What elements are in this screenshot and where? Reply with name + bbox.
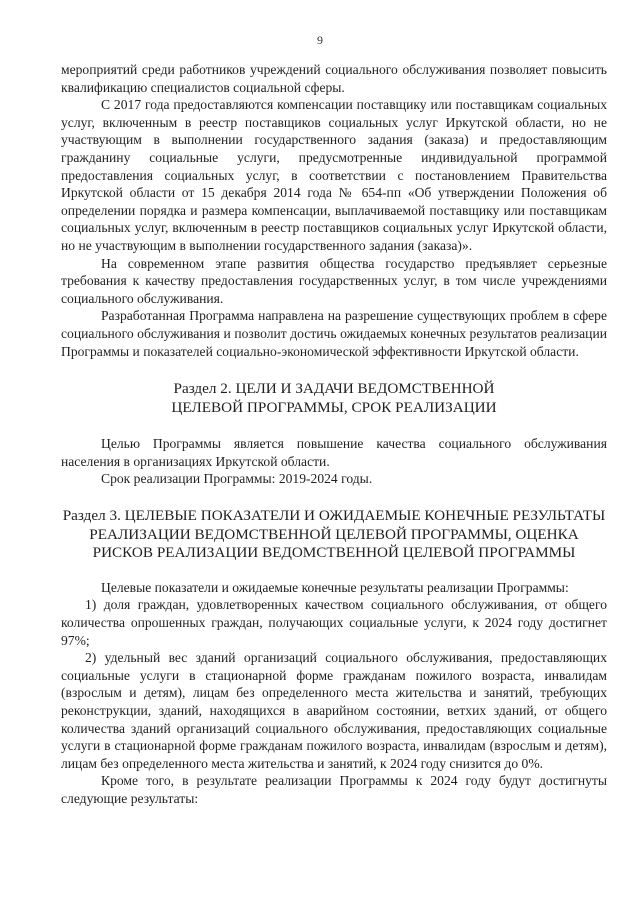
section-2-heading (61, 380, 607, 417)
paragraph-indicators-intro: Целевые показатели и ожидаемые конечные результаты реализации Программы: (101, 579, 569, 595)
paragraph-program-purpose: Разработанная Программа направлена на разрешение существующих проблем в сфере социального обслуживания и позволит достичь ожидаемых конечных результатов реализации Программы и показателей социально-экономической эффективности Иркутской области. (61, 308, 607, 359)
section-3-title-line-2: РЕАЛИЗАЦИИ ВЕДОМСТВЕННОЙ ЦЕЛЕВОЙ ПРОГРАММЫ, ОЦЕНКА (89, 525, 579, 543)
section-3-heading (61, 507, 607, 563)
paragraph-compensation: С 2017 года предоставляются компенсации поставщику или поставщикам социальных услуг, включенным в реестр поставщиков социальных услуг Иркутской области, но не участвующим в выполнении государственного задания (заказа) и предоставляющим гражданину социальные услуги, предусмотренные индивидуальной программой предоставления социальных услуг, в соответствии с постановлением Правительства Иркутской области от 15 декабря 2014 года № 654-пп «Об утверждении Положения об определении порядка и размера компенсации, выплачиваемой поставщику или поставщикам социальных услуг, включенным в реестр поставщиков социальных услуг Иркутской области, но не участвующим в выполнении государственного задания (заказа)». (61, 97, 607, 253)
paragraph-continuation: мероприятий среди работников учреждений социального обслуживания позволяет повысить квалификацию специалистов социальной сферы. (61, 62, 607, 95)
paragraph-additional-results: Кроме того, в результате реализации Программы к 2024 году будут достигнуты следующие результаты: (61, 773, 607, 806)
section-3-title-line-3: РИСКОВ РЕАЛИЗАЦИИ ВЕДОМСТВЕННОЙ ЦЕЛЕВОЙ ПРОГРАММЫ (92, 544, 576, 562)
page-content (61, 61, 607, 808)
paragraph-term: Срок реализации Программы: 2019-2024 годы. (101, 471, 373, 487)
paragraph-requirements: На современном этапе развития общества государство предъявляет серьезные требования к качеству предоставления государственных услуг, в том числе учреждениями социального обслуживания. (61, 255, 607, 306)
list-item-indicator-2: 2) удельный вес зданий организаций социального обслуживания, предоставляющих социальные услуги в стационарной форме гражданам пожилого возраста, инвалидам (взрослым и детям), лицам без определенного места жительства и занятий, требующих реконструкции, зданий, находящихся в аварийном состоянии, ветхих зданий, от общего количества зданий организаций социального обслуживания, предоставляющих социальные услуги в стационарной форме гражданам пожилого возраста, инвалидам (взрослым и детям), лицам без определенного места жительства и занятий, к 2024 году снизится до 0%. (61, 650, 607, 771)
page-number: 9 (317, 33, 323, 47)
section-2-title-line-1: Раздел 2. ЦЕЛИ И ЗАДАЧИ ВЕДОМСТВЕННОЙ (173, 380, 495, 398)
list-item-indicator-1: 1) доля граждан, удовлетворенных качеством социального обслуживания, от общего количества опрошенных граждан, получающих социальные услуги, к 2024 году достигнет 97%; (61, 597, 607, 648)
section-2-title-line-2: ЦЕЛЕВОЙ ПРОГРАММЫ, СРОК РЕАЛИЗАЦИИ (171, 398, 497, 416)
paragraph-goal: Целью Программы является повышение качества социального обслуживания населения в организациях Иркутской области. (61, 436, 607, 469)
section-3-title-line-1: Раздел 3. ЦЕЛЕВЫЕ ПОКАЗАТЕЛИ И ОЖИДАЕМЫЕ КОНЕЧНЫЕ РЕЗУЛЬТАТЫ (62, 507, 606, 525)
